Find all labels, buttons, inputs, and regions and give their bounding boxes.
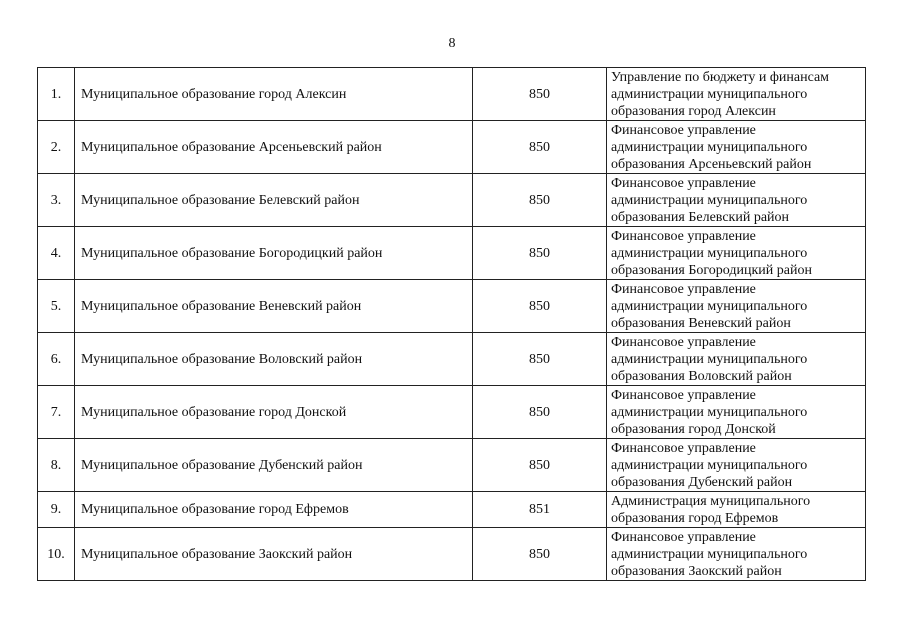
finance-department bbox=[607, 68, 866, 121]
department-line: Финансовое управление bbox=[611, 440, 756, 456]
municipality-name: Муниципальное образование Заокский район bbox=[75, 528, 473, 581]
table-row bbox=[38, 227, 866, 280]
department-line: образования Арсеньевский район bbox=[611, 156, 812, 172]
department-line: администрации муниципального bbox=[611, 139, 808, 155]
row-number: 10. bbox=[38, 528, 75, 581]
budget-code: 851 bbox=[473, 492, 607, 528]
row-number: 8. bbox=[38, 439, 75, 492]
row-number: 2. bbox=[38, 121, 75, 174]
municipality-name: Муниципальное образование Дубенский район bbox=[75, 439, 473, 492]
department-line: администрации муниципального bbox=[611, 457, 808, 473]
budget-code: 850 bbox=[473, 227, 607, 280]
row-number: 5. bbox=[38, 280, 75, 333]
department-line: образования Заокский район bbox=[611, 563, 782, 579]
department-line: образования город Донской bbox=[611, 421, 776, 437]
budget-code: 850 bbox=[473, 68, 607, 121]
department-line: администрации муниципального bbox=[611, 546, 808, 562]
row-number: 6. bbox=[38, 333, 75, 386]
department-line: образования Веневский район bbox=[611, 315, 791, 331]
department-line: администрации муниципального bbox=[611, 404, 808, 420]
table-row bbox=[38, 386, 866, 439]
page-number: 8 bbox=[448, 36, 456, 51]
budget-code: 850 bbox=[473, 333, 607, 386]
department-line: Финансовое управление bbox=[611, 228, 756, 244]
budget-code: 850 bbox=[473, 121, 607, 174]
row-number: 4. bbox=[38, 227, 75, 280]
table-row bbox=[38, 174, 866, 227]
budget-code: 850 bbox=[473, 439, 607, 492]
municipality-table bbox=[37, 67, 866, 581]
department-line: Финансовое управление bbox=[611, 281, 756, 297]
department-line: администрации муниципального bbox=[611, 245, 808, 261]
finance-department bbox=[607, 528, 866, 581]
row-number: 9. bbox=[38, 492, 75, 528]
finance-department bbox=[607, 174, 866, 227]
finance-department bbox=[607, 280, 866, 333]
department-line: Финансовое управление bbox=[611, 529, 756, 545]
budget-code: 850 bbox=[473, 528, 607, 581]
department-line: Финансовое управление bbox=[611, 175, 756, 191]
table-row bbox=[38, 333, 866, 386]
table-row bbox=[38, 492, 866, 528]
department-line: администрации муниципального bbox=[611, 86, 808, 102]
finance-department bbox=[607, 386, 866, 439]
municipality-name: Муниципальное образование Белевский район bbox=[75, 174, 473, 227]
department-line: администрации муниципального bbox=[611, 192, 808, 208]
department-line: образования Богородицкий район bbox=[611, 262, 812, 278]
department-line: образования город Ефремов bbox=[611, 510, 779, 526]
department-line: Финансовое управление bbox=[611, 122, 756, 138]
table-row bbox=[38, 280, 866, 333]
budget-code: 850 bbox=[473, 280, 607, 333]
department-line: образования город Алексин bbox=[611, 103, 776, 119]
municipality-name: Муниципальное образование город Ефремов bbox=[75, 492, 473, 528]
municipality-name: Муниципальное образование Веневский район bbox=[75, 280, 473, 333]
municipality-name: Муниципальное образование Богородицкий район bbox=[75, 227, 473, 280]
department-line: образования Белевский район bbox=[611, 209, 790, 225]
department-line: Управление по бюджету и финансам bbox=[611, 69, 830, 85]
finance-department bbox=[607, 439, 866, 492]
finance-department bbox=[607, 492, 866, 528]
budget-code: 850 bbox=[473, 174, 607, 227]
row-number: 3. bbox=[38, 174, 75, 227]
department-line: администрации муниципального bbox=[611, 351, 808, 367]
finance-department bbox=[607, 121, 866, 174]
table-row bbox=[38, 528, 866, 581]
department-line: образования Дубенский район bbox=[611, 474, 793, 490]
budget-code: 850 bbox=[473, 386, 607, 439]
department-line: Финансовое управление bbox=[611, 334, 756, 350]
finance-department bbox=[607, 333, 866, 386]
municipality-name: Муниципальное образование город Алексин bbox=[75, 68, 473, 121]
table-row bbox=[38, 439, 866, 492]
department-line: образования Воловский район bbox=[611, 368, 792, 384]
row-number: 1. bbox=[38, 68, 75, 121]
department-line: Администрация муниципального bbox=[611, 493, 811, 509]
department-line: администрации муниципального bbox=[611, 298, 808, 314]
municipality-name: Муниципальное образование город Донской bbox=[75, 386, 473, 439]
municipality-name: Муниципальное образование Арсеньевский район bbox=[75, 121, 473, 174]
row-number: 7. bbox=[38, 386, 75, 439]
municipality-name: Муниципальное образование Воловский район bbox=[75, 333, 473, 386]
department-line: Финансовое управление bbox=[611, 387, 756, 403]
table-row bbox=[38, 121, 866, 174]
finance-department bbox=[607, 227, 866, 280]
table-row bbox=[38, 68, 866, 121]
